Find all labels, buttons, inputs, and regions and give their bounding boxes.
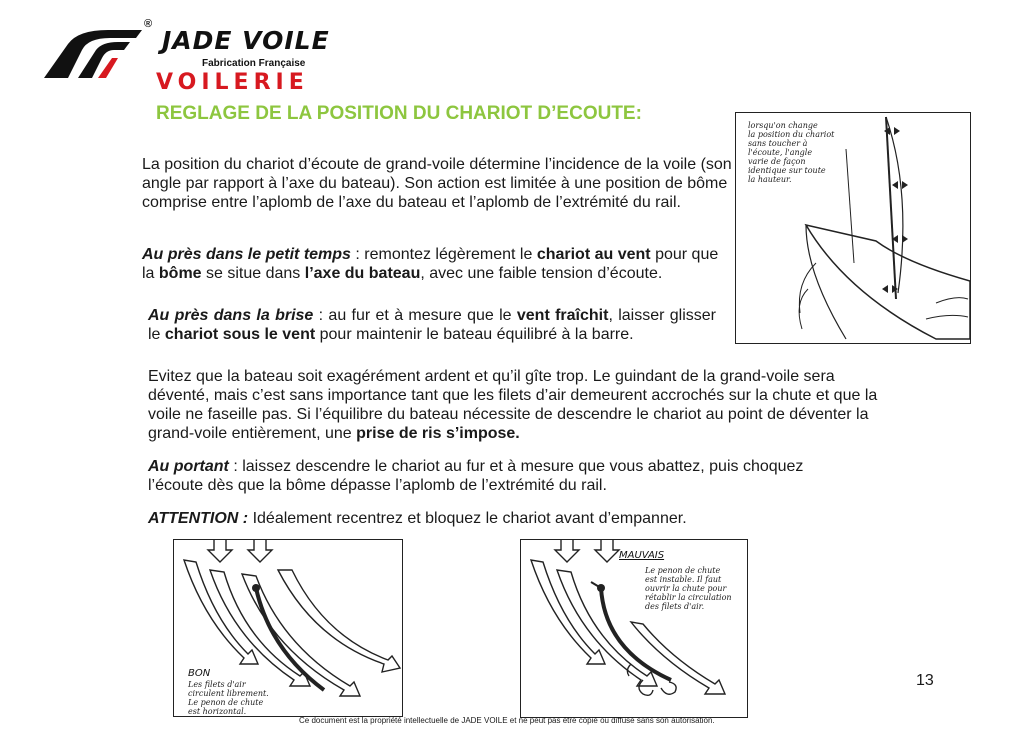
emphasis-text: chariot au vent	[536, 246, 651, 263]
intro-paragraph: La position du chariot d’écoute de grand-voile détermine l’incidence de la voile (son angle par rapport à l’axe du bateau). Son action est limitée à une position de bôme comprise entre l’aplomb de l’axe du bateau et l’aplomb de l’extrémité du rail.	[142, 156, 732, 211]
airflow-bad-illustration	[520, 539, 748, 718]
boat-caption	[748, 121, 834, 184]
caption-line: des filets d'air.	[645, 602, 705, 611]
body-text: pour que la	[142, 246, 719, 282]
caption-line: Le penon de chute	[645, 566, 721, 575]
lead-text: ATTENTION :	[148, 510, 249, 527]
emphasis-text: l’axe du bateau	[304, 265, 421, 282]
body-text: se situe dans	[201, 265, 305, 282]
body-text: : remontez légèrement le	[350, 246, 537, 263]
bad-caption	[645, 566, 732, 611]
body-text: pour maintenir le bateau équilibré à la barre.	[315, 326, 634, 343]
paragraph-pres-petit-temps	[142, 245, 734, 283]
good-label: BON	[188, 668, 211, 679]
caption-line: Les filets d'air	[188, 680, 246, 689]
caption-line: lorsqu'on change	[748, 121, 818, 130]
emphasis-text: chariot sous le vent	[164, 326, 316, 343]
caption-line: identique sur toute	[748, 166, 826, 175]
caption-line: ouvrir la chute pour	[645, 584, 727, 593]
body-text: , laisser glisser le	[148, 307, 716, 343]
body-text: Idéalement recentrez et bloquez le chariot avant d’empanner.	[248, 510, 687, 527]
caption-line: est horizontal.	[188, 707, 247, 716]
good-caption	[188, 680, 269, 716]
brand-subtitle: Fabrication Française	[202, 58, 306, 69]
caption-line: sans toucher à	[748, 139, 808, 148]
copyright-notice: Ce document est la propriété intellectuelle de JADE VOILE et ne peut pas être copié ou diffusé sans son autorisation.	[299, 716, 715, 725]
emphasis-text: prise de ris s’impose.	[356, 425, 520, 442]
airflow-good-illustration	[173, 539, 403, 717]
page-title: REGLAGE DE LA POSITION DU CHARIOT D’ECOUTE:	[156, 103, 642, 124]
paragraph-portant	[148, 457, 838, 495]
page-number: 13	[916, 672, 934, 689]
lead-text: Au portant	[148, 458, 229, 475]
body-text: , avec une faible tension d’écoute.	[420, 265, 663, 282]
paragraph-attention	[148, 509, 838, 528]
emphasis-text: bôme	[158, 265, 202, 282]
sail-logo-icon	[38, 24, 158, 84]
lead-text: Au près dans le petit temps	[142, 246, 351, 263]
caption-line: la position du chariot	[748, 130, 835, 139]
caption-line: varie de façon	[748, 157, 806, 166]
brand-logo	[38, 18, 368, 96]
body-text: Evitez que la bateau soit exagérément ardent et qu’il gîte trop. Le guindant de la grand-voile sera déventé, mais c’est sans importance tant que les filets d’air demeurent accrochés sur la chute et que la voile ne faseille pas. Si l’équilibre du bateau nécessite de descendre le chariot au point de déventer la grand-voile entièrement, une	[148, 368, 878, 442]
boat-illustration	[735, 112, 971, 344]
caption-line: l'écoute, l'angle	[748, 148, 813, 157]
caption-line: circulent librement.	[188, 689, 269, 698]
registered-mark: ®	[144, 18, 153, 30]
caption-line: est instable. Il faut	[645, 575, 722, 584]
bad-label: MAUVAIS	[619, 550, 665, 561]
emphasis-text: vent fraîchit	[516, 307, 609, 324]
paragraph-evitez	[148, 367, 893, 443]
paragraph-pres-brise	[148, 306, 716, 344]
caption-line: la hauteur.	[748, 175, 792, 184]
body-text: : au fur et à mesure que le	[313, 307, 517, 324]
caption-line: Le penon de chute	[188, 698, 264, 707]
body-text: : laissez descendre le chariot au fur et à mesure que vous abattez, puis choquez l’écoute dès que la bôme dépasse l’aplomb de l’extrémité du rail.	[148, 458, 804, 494]
brand-name: JADE VOILE	[162, 26, 330, 55]
lead-text: Au près dans la brise	[148, 307, 314, 324]
brand-voilerie: VOILERIE	[156, 70, 309, 95]
caption-line: rétablir la circulation	[645, 593, 732, 602]
